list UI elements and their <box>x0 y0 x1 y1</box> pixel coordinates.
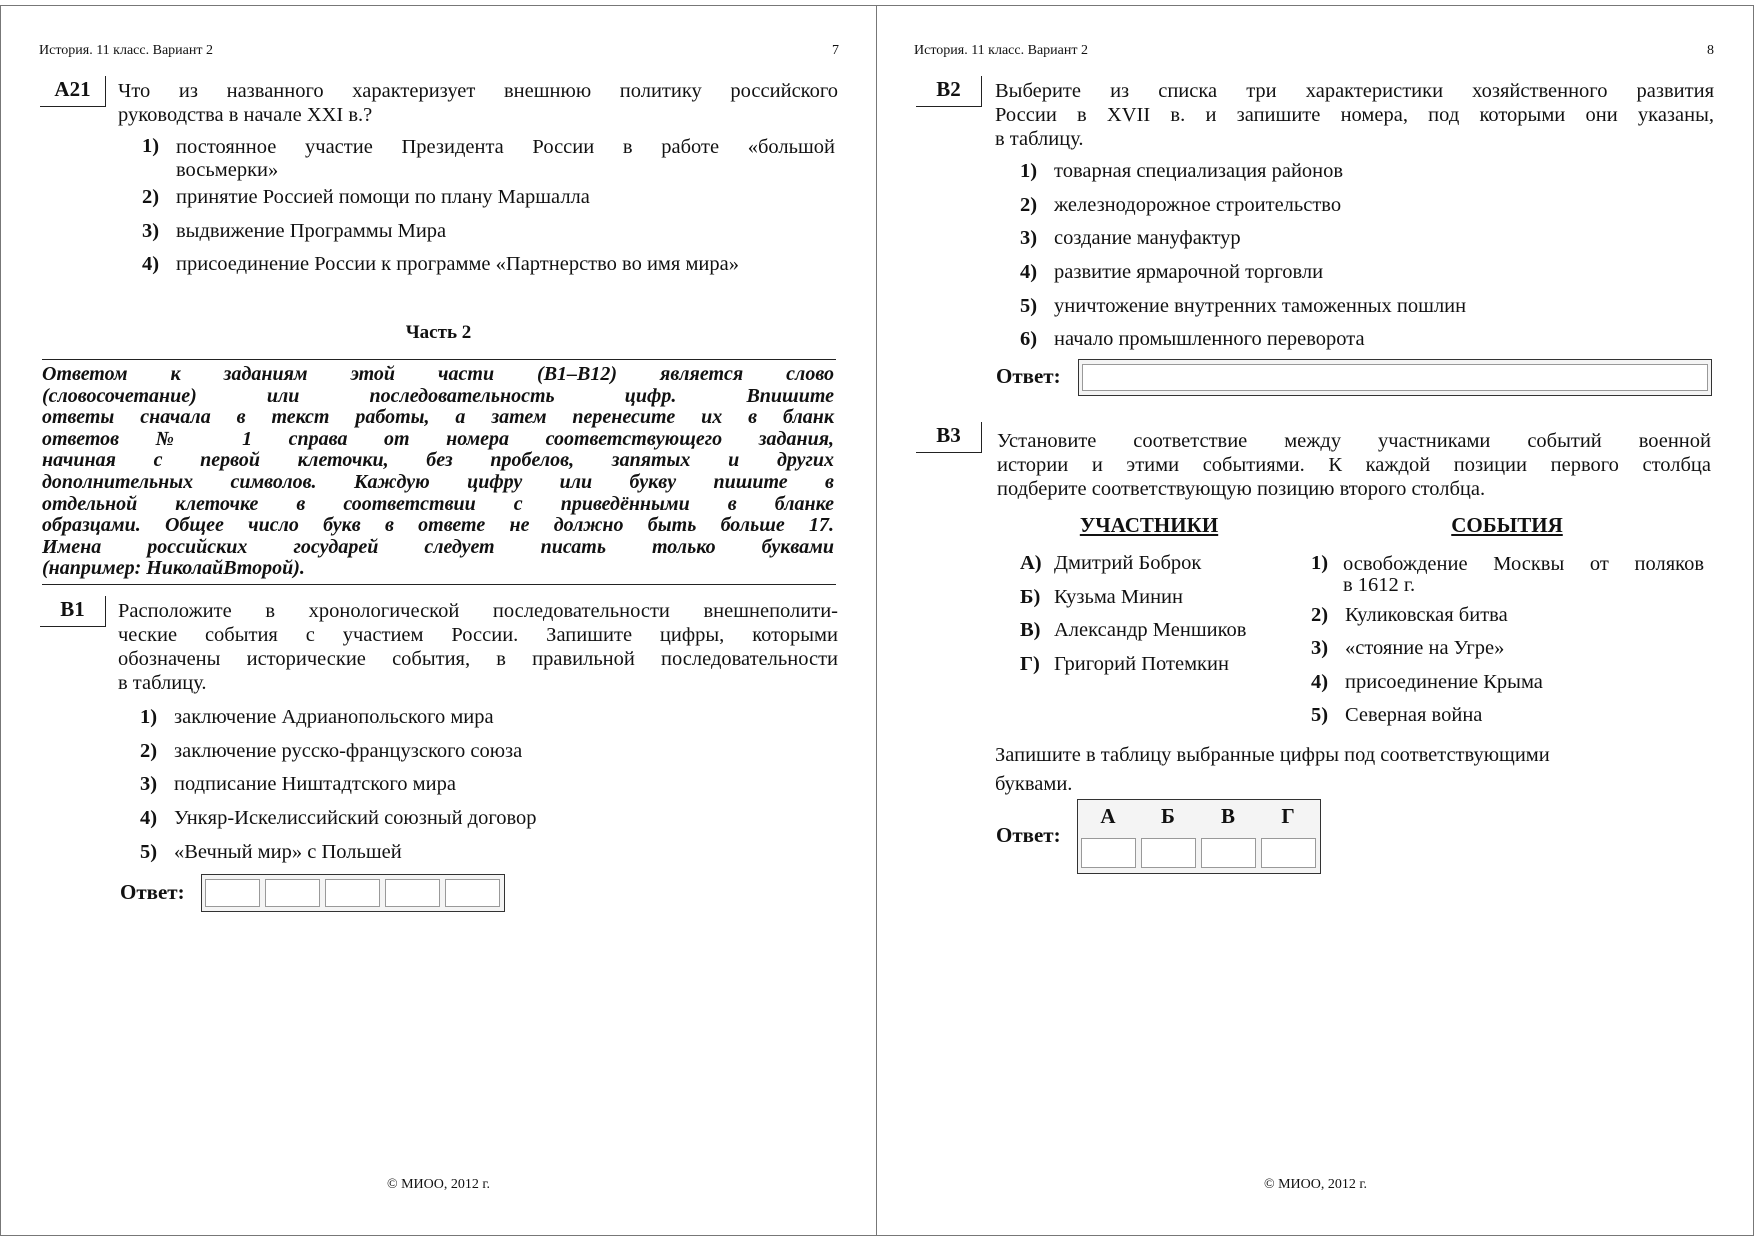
question-label-a21: A21 <box>40 76 106 107</box>
b2-answer-label: Ответ: <box>996 364 1061 388</box>
option-number: 4) <box>1020 261 1038 283</box>
page-number: 7 <box>832 43 839 58</box>
instruction-line: образцами. Общее число букв в ответе не должно быть больше 17. <box>42 514 834 537</box>
option-text: начало промышленного переворота <box>1054 328 1365 350</box>
b1-answer-label: Ответ: <box>120 880 185 904</box>
b2-answer-box <box>1078 359 1712 396</box>
answer-cell[interactable] <box>205 879 260 907</box>
b1-question-line: обозначены исторические события, в правильной последовательности <box>118 648 838 670</box>
instruction-line: (словосочетание) или последовательность цифр. Впишите <box>42 384 834 407</box>
b1-option-5 <box>140 841 402 864</box>
b1-option-1 <box>140 706 494 729</box>
b1-answer-box <box>201 874 505 912</box>
option-number: 5) <box>140 841 158 863</box>
option-number: 3) <box>142 220 160 242</box>
option-number: 1) <box>142 135 160 157</box>
event-1-text-cont: в 1612 г. <box>1343 574 1416 596</box>
b1-question-line: Расположите в хронологической последовательности внешнеполити- <box>118 600 838 622</box>
participants-heading: УЧАСТНИКИ <box>1079 513 1219 537</box>
event-2 <box>1311 604 1508 627</box>
running-header: История. 11 класс. Вариант 2 <box>39 43 213 58</box>
instruction-line: Ответом к заданиям этой части (В1–В12) является слово <box>42 363 834 385</box>
divider <box>42 584 836 585</box>
option-text: заключение русско-французского союза <box>174 740 523 762</box>
participant-g <box>1020 653 1229 676</box>
option-text: заключение Адрианопольского мира <box>174 706 494 728</box>
table-header-v: В <box>1220 804 1235 828</box>
option-number: 3) <box>1020 227 1038 249</box>
option-text: развитие ярмарочной торговли <box>1054 261 1324 283</box>
option-number: 2) <box>1020 194 1038 216</box>
event-number: 2) <box>1311 604 1329 626</box>
event-number: 3) <box>1311 637 1329 659</box>
option-number: 6) <box>1020 328 1038 350</box>
divider <box>42 359 836 360</box>
answer-cell[interactable] <box>265 879 320 907</box>
b2-option-1 <box>1020 160 1343 183</box>
a21-option-1-text-cont: восьмерки» <box>176 159 279 181</box>
instruction-line: дополнительных символов. Каждую цифру или букву пишите в <box>42 470 834 493</box>
event-3 <box>1311 637 1504 660</box>
b3-instruction-line: буквами. <box>995 773 1073 795</box>
answer-cell-a[interactable] <box>1081 838 1136 868</box>
participant-name: Григорий Потемкин <box>1054 653 1229 675</box>
b2-question-line: России в XVII в. и запишите номера, под которыми они указаны, <box>995 104 1714 126</box>
option-text: создание мануфактур <box>1054 227 1241 249</box>
event-4 <box>1311 671 1543 694</box>
event-text: Куликовская битва <box>1345 604 1508 626</box>
b3-answer-table <box>1077 799 1321 874</box>
a21-question-line: Что из названного характеризует внешнюю политику российского <box>118 80 838 102</box>
running-header: История. 11 класс. Вариант 2 <box>914 43 1088 58</box>
b1-question-line: ческие события с участием России. Запишите цифры, которыми <box>118 624 838 646</box>
event-number: 1) <box>1311 552 1329 574</box>
footer-copyright: © МИОО, 2012 г. <box>386 1177 491 1192</box>
b1-question-line: в таблицу. <box>118 672 207 694</box>
option-text: подписание Ништадтского мира <box>174 773 456 795</box>
answer-cell-v[interactable] <box>1201 838 1256 868</box>
a21-option-2 <box>142 186 590 209</box>
event-text: Северная война <box>1345 704 1483 726</box>
participant-letter: А) <box>1020 552 1042 574</box>
b2-option-4 <box>1020 261 1323 284</box>
event-text: «стояние на Угре» <box>1345 637 1505 659</box>
option-text: «Вечный мир» с Польшей <box>174 841 402 863</box>
instruction-line: Имена российских государей следует писать только буквами <box>42 535 834 558</box>
a21-option-1 <box>142 135 176 158</box>
b2-option-6 <box>1020 328 1365 351</box>
instruction-line: отдельной клеточке в соответствии с приведёнными в бланке <box>42 492 834 515</box>
events-heading: СОБЫТИЯ <box>1451 513 1563 537</box>
question-label-b2: B2 <box>916 76 982 107</box>
event-number: 5) <box>1311 704 1329 726</box>
instruction-line: ответы сначала в текст работы, а затем перенесите их в бланк <box>42 406 834 429</box>
option-number: 3) <box>140 773 158 795</box>
table-header-b: Б <box>1161 804 1175 828</box>
participant-letter: Б) <box>1020 586 1041 608</box>
option-number: 2) <box>142 186 160 208</box>
b1-option-3 <box>140 773 456 796</box>
option-number: 2) <box>140 740 158 762</box>
event-5 <box>1311 704 1482 727</box>
option-text: железнодорожное строительство <box>1054 194 1342 216</box>
table-header-g: Г <box>1281 804 1295 828</box>
part-2-instructions <box>42 364 834 580</box>
a21-question-line: руководства в начале XXI в.? <box>118 104 373 126</box>
participant-name: Кузьма Минин <box>1054 586 1183 608</box>
a21-option-4 <box>142 253 739 276</box>
participant-name: Дмитрий Боброк <box>1054 552 1202 574</box>
a21-option-3 <box>142 220 446 243</box>
participant-letter: Г) <box>1020 653 1040 675</box>
option-text: выдвижение Программы Мира <box>176 220 447 242</box>
b3-question-line: подберите соответствующую позицию второго столбца. <box>997 478 1486 500</box>
participant-name: Александр Меншиков <box>1054 619 1247 641</box>
b2-option-3 <box>1020 227 1241 250</box>
page-number: 8 <box>1707 43 1714 58</box>
answer-cell-b[interactable] <box>1141 838 1196 868</box>
option-number: 4) <box>140 807 158 829</box>
participant-letter: В) <box>1020 619 1041 641</box>
question-label-b1: B1 <box>40 596 106 627</box>
table-header-a: А <box>1100 804 1116 828</box>
event-1-text: освобождение Москвы от поляков <box>1343 553 1704 575</box>
participant-v <box>1020 619 1246 642</box>
b3-question-line: истории и этими событиями. К каждой позиции первого столбца <box>997 454 1711 476</box>
b2-option-2 <box>1020 194 1341 217</box>
participant-a <box>1020 552 1201 575</box>
part-2-title: Часть 2 <box>405 322 472 343</box>
b2-question-line: в таблицу. <box>995 128 1084 150</box>
b3-answer-label: Ответ: <box>996 823 1061 847</box>
answer-cell[interactable] <box>325 879 380 907</box>
option-number: 1) <box>1020 160 1038 182</box>
answer-cell[interactable] <box>445 879 500 907</box>
b2-question-line: Выберите из списка три характеристики хозяйственного развития <box>995 80 1714 102</box>
answer-cell[interactable] <box>385 879 440 907</box>
option-text: Ункяр-Искелиссийский союзный договор <box>174 807 537 829</box>
option-text: товарная специализация районов <box>1054 160 1344 182</box>
event-number: 4) <box>1311 671 1329 693</box>
question-label-b3: B3 <box>916 422 982 453</box>
option-text: принятие Россией помощи по плану Маршалла <box>176 186 590 208</box>
option-number: 5) <box>1020 295 1038 317</box>
instruction-line: (например: НиколайВторой). <box>42 557 305 580</box>
event-text: присоединение Крыма <box>1345 671 1543 693</box>
instruction-line: начиная с первой клеточки, без пробелов, запятых и других <box>42 449 834 472</box>
b2-option-5 <box>1020 295 1466 318</box>
b3-instruction-line: Запишите в таблицу выбранные цифры под соответствующими <box>995 744 1550 766</box>
instruction-line: ответов № 1 справа от номера соответствующего задания, <box>42 427 834 450</box>
participant-b <box>1020 586 1183 609</box>
answer-cell-g[interactable] <box>1261 838 1316 868</box>
b3-question-line: Установите соответствие между участниками событий военной <box>997 430 1711 452</box>
event-1 <box>1311 552 1345 575</box>
b1-option-2 <box>140 740 522 763</box>
option-text: присоединение России к программе «Партнерство во имя мира» <box>176 253 739 275</box>
option-number: 4) <box>142 253 160 275</box>
footer-copyright: © МИОО, 2012 г. <box>1263 1177 1368 1192</box>
option-text: уничтожение внутренних таможенных пошлин <box>1054 295 1467 317</box>
option-number: 1) <box>140 706 158 728</box>
a21-option-1-text: постоянное участие Президента России в работе «большой <box>176 136 835 158</box>
b1-option-4 <box>140 807 537 830</box>
answer-input[interactable] <box>1082 364 1708 391</box>
